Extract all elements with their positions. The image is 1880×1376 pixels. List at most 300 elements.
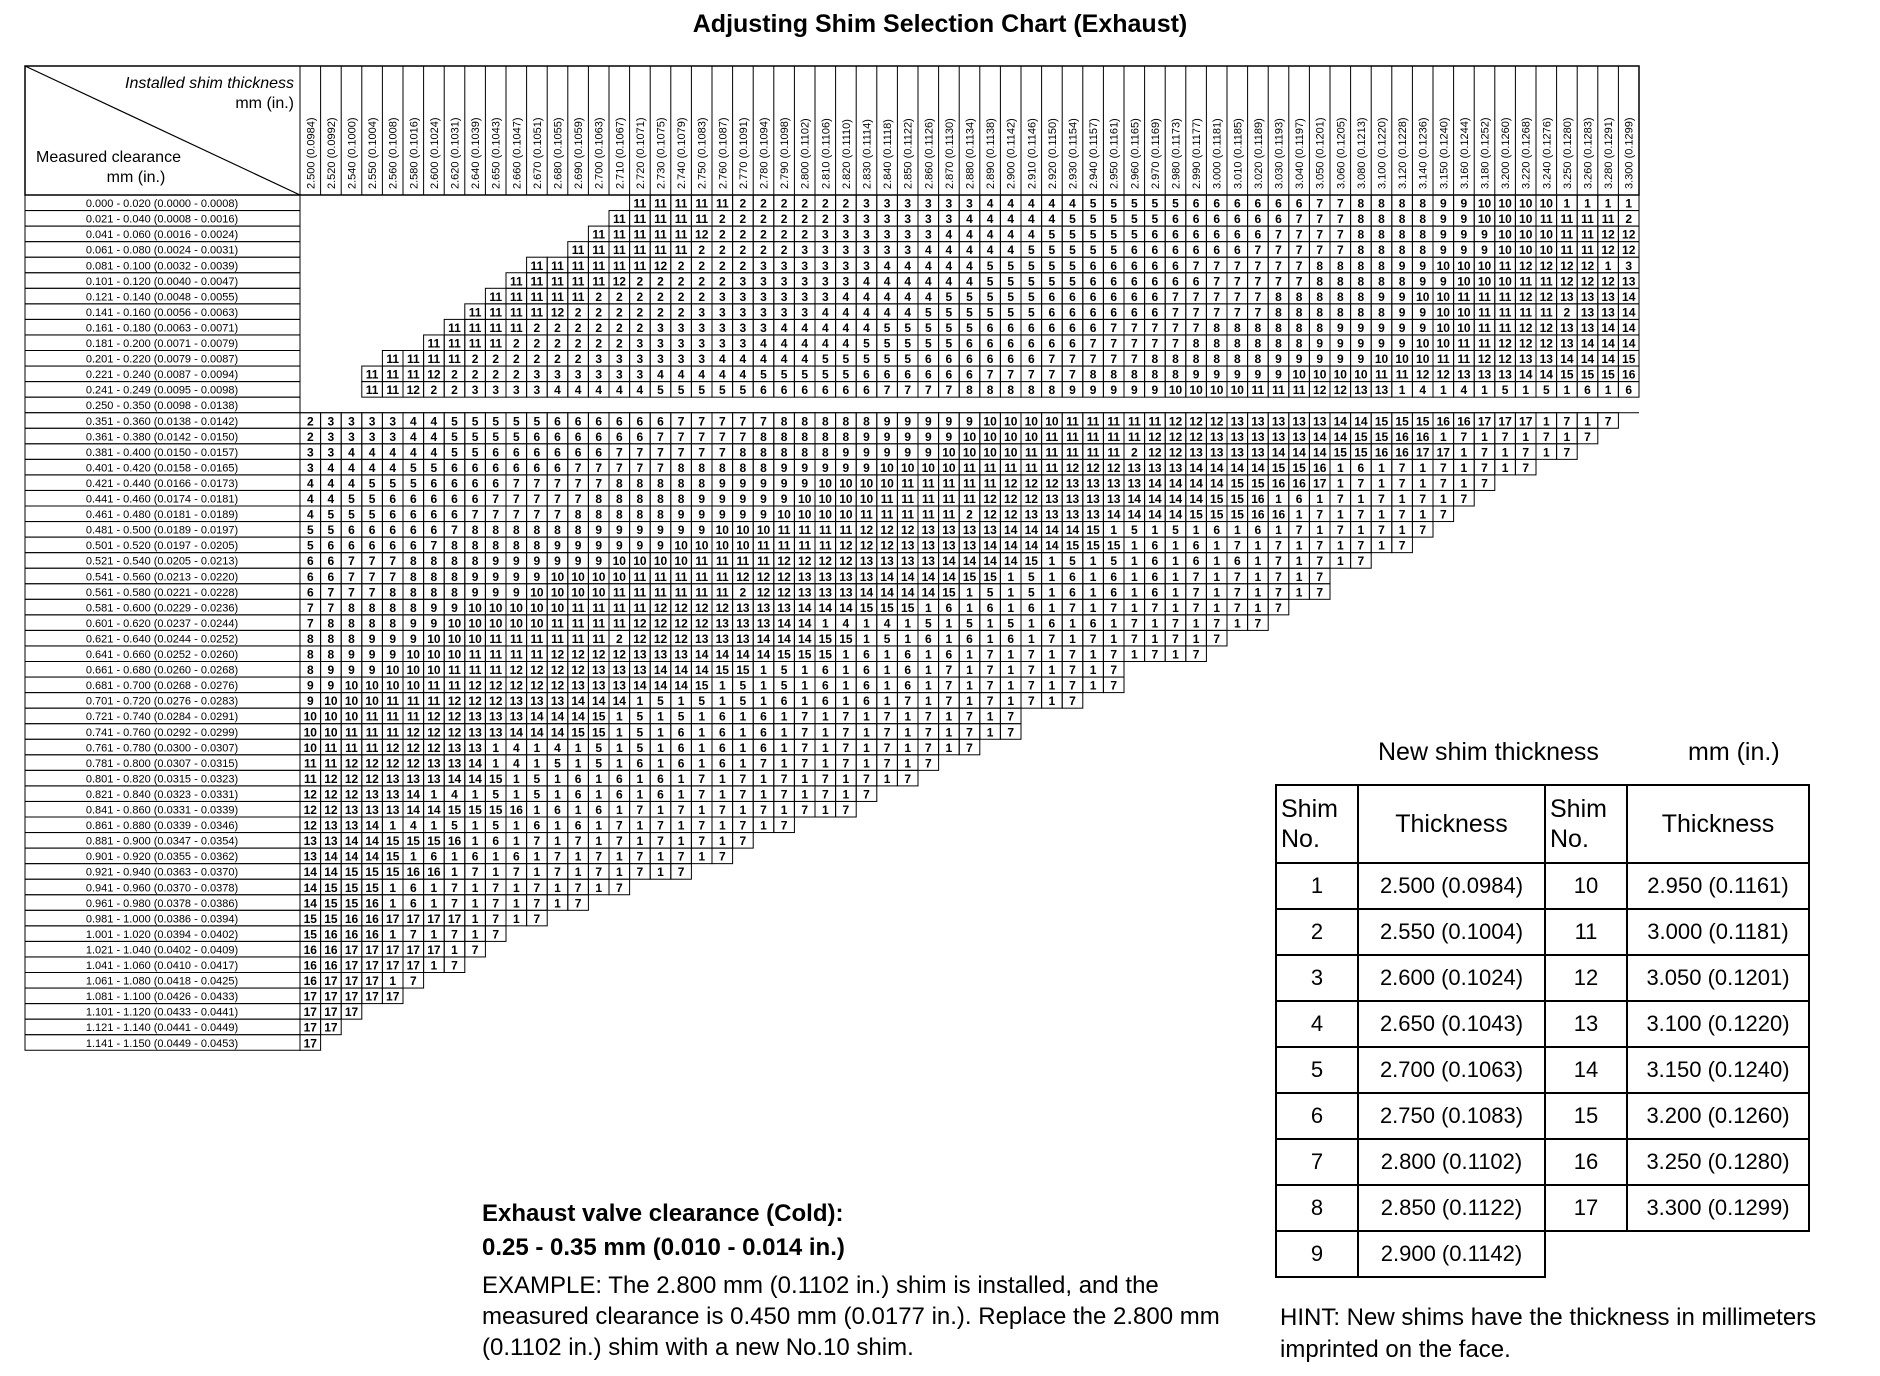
shim-number: 6: [1089, 616, 1097, 631]
shim-number: 7: [1398, 460, 1406, 475]
shim-number: 4: [389, 445, 397, 460]
shim-number: 3: [842, 258, 850, 273]
shim-number: 11: [592, 274, 606, 289]
shim-thickness-cell: 3.150 (0.1240): [1627, 1047, 1809, 1093]
shim-number: 6: [924, 352, 932, 367]
shim-number: 9: [1254, 367, 1262, 382]
shim-number: 8: [801, 445, 809, 460]
shim-number: 7: [1439, 476, 1447, 491]
shim-number: 6: [986, 336, 994, 351]
shim-number: 9: [760, 476, 767, 491]
shim-number: 8: [409, 554, 417, 569]
shim-number-cell: 6: [1276, 1093, 1358, 1139]
shim-number: 4: [409, 429, 417, 444]
shim-number: 4: [904, 289, 912, 304]
clearance-range-label: 0.021 - 0.040 (0.0008 - 0.0016): [85, 213, 239, 226]
shim-number: 8: [636, 476, 644, 491]
shim-number: 15: [839, 631, 853, 646]
shim-number: 11: [695, 212, 709, 227]
shim-number: 13: [592, 678, 606, 693]
shim-number: 1: [574, 756, 582, 771]
shim-number: 17: [303, 989, 317, 1004]
shim-number: 1: [1027, 631, 1035, 646]
shim-number: 4: [657, 367, 664, 382]
shim-number: 4: [1460, 383, 1468, 398]
shim-number: 5: [368, 476, 376, 491]
shim-number: 12: [344, 756, 359, 771]
shim-number: 5: [780, 663, 788, 678]
installed-thickness-label: 2.500 (0.0984): [305, 117, 318, 189]
shim-number: 8: [1378, 243, 1385, 258]
shim-number: 12: [1622, 243, 1636, 258]
clearance-range-label: 0.361 - 0.380 (0.0142 - 0.0150): [85, 431, 239, 444]
shim-number: 11: [448, 320, 461, 335]
shim-number: 5: [1130, 523, 1138, 538]
shim-number: 7: [657, 429, 664, 444]
shim-number: 15: [1354, 445, 1368, 460]
shim-number: 13: [859, 554, 874, 569]
shim-number: 10: [1498, 227, 1512, 242]
shim-number: 11: [592, 258, 606, 273]
shim-number: 6: [842, 383, 850, 398]
shim-thickness-cell: 2.500 (0.0984): [1358, 863, 1545, 909]
shim-number: 4: [904, 274, 912, 289]
shim-number: 6: [1089, 320, 1097, 335]
shim-number: 3: [739, 320, 747, 335]
shim-number: 6: [760, 740, 767, 755]
shim-number: 6: [1172, 243, 1179, 258]
shim-number: 1: [801, 694, 809, 709]
shim-number: 3: [780, 305, 788, 320]
shim-number: 8: [1419, 227, 1427, 242]
shim-number: 15: [489, 771, 503, 786]
shim-number: 10: [1457, 274, 1471, 289]
shim-number: 11: [1107, 414, 1121, 429]
shim-number: 11: [509, 274, 523, 289]
shim-number: 7: [1130, 352, 1138, 367]
shim-number: 1: [1213, 585, 1221, 600]
shim-number: 13: [550, 694, 565, 709]
shim-number: 4: [821, 320, 829, 335]
shim-number: 6: [904, 647, 912, 662]
shim-number: 12: [1601, 227, 1615, 242]
shim-number: 5: [821, 367, 829, 382]
shim-number: 7: [595, 865, 603, 880]
shim-number: 15: [344, 896, 359, 911]
shim-number: 14: [1622, 305, 1636, 320]
shim-number: 8: [1048, 383, 1056, 398]
shim-number: 6: [533, 445, 541, 460]
installed-thickness-label: 3.060 (0.1205): [1335, 117, 1348, 189]
shim-number: 8: [1254, 336, 1262, 351]
shim-number: 1: [615, 740, 623, 755]
shim-number: 6: [1172, 212, 1179, 227]
shim-number: 15: [324, 911, 338, 926]
shim-number: 7: [574, 896, 582, 911]
shim-number: 3: [718, 336, 726, 351]
shim-number: 13: [489, 709, 503, 724]
shim-number: 6: [1151, 289, 1159, 304]
shim-number: 1: [1172, 585, 1179, 600]
installed-thickness-label: 2.920 (0.1150): [1046, 118, 1059, 189]
shim-number: 11: [695, 554, 709, 569]
shim-number: 13: [756, 600, 771, 615]
shim-number: 7: [677, 849, 685, 864]
shim-number: 10: [653, 554, 668, 569]
shim-number: 7: [1172, 616, 1179, 631]
shim-number: 10: [818, 476, 832, 491]
shim-number: 13: [509, 709, 523, 724]
shim-number: 15: [489, 803, 503, 817]
shim-number: 12: [880, 538, 894, 553]
shim-number: 1: [760, 771, 767, 786]
shim-number: 7: [306, 616, 314, 631]
shim-number: 7: [760, 803, 767, 817]
shim-number: 13: [365, 803, 379, 817]
shim-number: 1: [1151, 616, 1159, 631]
shim-number: 2: [760, 212, 767, 227]
shim-number: 2: [554, 336, 561, 351]
installed-thickness-label: 2.600 (0.1024): [428, 117, 441, 189]
shim-number: 1: [1419, 507, 1427, 522]
shim-number: 6: [574, 787, 582, 802]
shim-number: 13: [1251, 429, 1265, 444]
shim-number: 4: [451, 787, 458, 802]
shim-table-row: [1276, 1139, 1809, 1185]
shim-number: 7: [409, 927, 417, 942]
shim-number: 2: [739, 196, 747, 211]
shim-number: 11: [489, 647, 503, 662]
shim-number: 9: [1336, 352, 1344, 367]
shim-number: 5: [657, 694, 664, 709]
shim-number: 14: [1127, 492, 1141, 506]
shim-number: 14: [550, 725, 565, 740]
shim-number: 16: [1313, 460, 1327, 475]
shim-number: 4: [966, 258, 973, 273]
clearance-range-label: 1.021 - 1.040 (0.0402 - 0.0409): [85, 944, 239, 957]
shim-number: 3: [348, 429, 355, 444]
shim-number: 12: [1519, 336, 1533, 351]
shim-number: 12: [406, 725, 420, 740]
shim-number: 8: [1172, 367, 1179, 382]
shim-number-cell: 13: [1545, 1001, 1627, 1047]
shim-number: 10: [962, 429, 977, 444]
shim-number: 1: [554, 834, 561, 849]
shim-number: 1: [1254, 600, 1262, 615]
shim-number: 12: [427, 725, 441, 740]
shim-number: 6: [1089, 289, 1097, 304]
shim-number: 8: [409, 569, 417, 584]
shim-number: 12: [1539, 289, 1553, 304]
shim-number: 9: [945, 414, 953, 429]
shim-number: 7: [1336, 196, 1344, 211]
shim-number: 2: [718, 258, 726, 273]
shim-number: 6: [595, 803, 603, 817]
shim-number: 3: [945, 212, 953, 227]
shim-number: 10: [736, 523, 750, 538]
shim-number: 9: [1439, 212, 1447, 227]
shim-number: 1: [512, 771, 520, 786]
shim-number: 5: [842, 352, 850, 367]
shim-number: 6: [1007, 631, 1015, 646]
shim-number: 10: [303, 709, 317, 724]
shim-number: 10: [530, 600, 544, 615]
shim-thickness-cell: 2.800 (0.1102): [1358, 1139, 1545, 1185]
shim-number-cell: 17: [1545, 1185, 1627, 1231]
shim-number: 10: [447, 647, 462, 662]
shim-thickness-cell: 2.550 (0.1004): [1358, 909, 1545, 955]
shim-number: 10: [344, 694, 359, 709]
shim-number: 3: [863, 196, 870, 211]
shim-number: 9: [883, 445, 891, 460]
shim-number: 14: [1601, 352, 1615, 367]
shim-number: 11: [715, 569, 729, 584]
shim-number: 1: [1254, 585, 1262, 600]
installed-thickness-label: 3.250 (0.1280): [1561, 117, 1574, 189]
shim-number: 10: [386, 663, 400, 678]
shim-number: 4: [1048, 196, 1056, 211]
shim-number: 16: [365, 896, 379, 911]
shim-number: 12: [983, 492, 997, 506]
shim-number: 10: [1004, 445, 1018, 460]
shim-number: 8: [636, 507, 644, 522]
shim-number: 13: [1127, 476, 1141, 491]
shim-number: 10: [1416, 336, 1430, 351]
shim-number: 10: [798, 507, 812, 522]
shim-number: 9: [1439, 274, 1447, 289]
shim-number: 1: [1563, 429, 1571, 444]
shim-number: 14: [1168, 476, 1183, 491]
shim-number: 6: [430, 523, 438, 538]
shim-number: 5: [924, 336, 932, 351]
shim-number: 2: [739, 212, 747, 227]
shim-number: 14: [303, 880, 317, 895]
shim-number: 10: [1477, 258, 1492, 273]
shim-number: 11: [509, 289, 523, 304]
shim-number: 6: [327, 538, 335, 553]
shim-number: 1: [1419, 476, 1427, 491]
thickness-header: Thickness: [1627, 785, 1809, 863]
shim-number: 9: [1481, 243, 1488, 258]
shim-number: 12: [509, 678, 523, 693]
shim-number: 8: [1233, 336, 1241, 351]
shim-number: 5: [883, 320, 891, 335]
shim-number: 14: [303, 865, 317, 880]
shim-number: 1: [883, 678, 891, 693]
shim-number: 6: [1192, 274, 1200, 289]
shim-number: 8: [739, 445, 747, 460]
shim-number: 2: [698, 274, 706, 289]
shim-number: 1: [595, 880, 603, 895]
shim-number: 2: [966, 507, 973, 522]
shim-number: 8: [636, 492, 644, 506]
shim-number: 10: [1436, 289, 1450, 304]
shim-number: 12: [592, 647, 606, 662]
shim-number: 16: [1436, 414, 1450, 429]
shim-number: 3: [760, 320, 767, 335]
chart-title: Adjusting Shim Selection Chart (Exhaust): [692, 10, 1188, 38]
shim-number: 15: [1580, 367, 1595, 382]
shim-number: 16: [1271, 476, 1286, 491]
shim-number: 4: [512, 740, 520, 755]
shim-number: 7: [533, 911, 541, 926]
shim-number: 12: [1065, 460, 1080, 475]
shim-number: 14: [468, 756, 482, 771]
shim-number: 6: [1130, 258, 1138, 273]
shim-number: 1: [1192, 616, 1200, 631]
shim-number: 5: [1089, 196, 1097, 211]
shim-number: 4: [945, 227, 953, 242]
shim-number: 1: [1110, 523, 1118, 538]
clearance-range-label: 0.921 - 0.940 (0.0363 - 0.0370): [85, 866, 239, 879]
shim-number: 11: [777, 538, 791, 553]
shim-number: 2: [574, 336, 582, 351]
shim-number: 11: [365, 383, 379, 398]
shim-number: 7: [780, 787, 788, 802]
shim-number: 10: [1210, 383, 1224, 398]
shim-number: 1: [1254, 538, 1262, 553]
shim-number: 8: [1378, 258, 1385, 273]
shim-number: 11: [1457, 336, 1471, 351]
shim-number: 6: [574, 771, 582, 786]
installed-thickness-label: 2.720 (0.1071): [634, 117, 647, 189]
shim-number: 6: [657, 414, 664, 429]
shim-number: 13: [633, 663, 647, 678]
shim-number: 8: [1295, 336, 1303, 351]
shim-number: 1: [760, 818, 767, 833]
shim-number: 7: [1069, 367, 1076, 382]
shim-number: 9: [512, 585, 520, 600]
shim-thickness-cell: 3.050 (0.1201): [1627, 955, 1809, 1001]
shim-number: 7: [1151, 320, 1159, 335]
shim-number: 8: [842, 429, 850, 444]
shim-number: 8: [1357, 243, 1365, 258]
shim-number: 6: [863, 663, 870, 678]
shim-number: 4: [863, 320, 870, 335]
shim-number: 1: [1542, 414, 1550, 429]
shim-number: 1: [1048, 554, 1056, 569]
shim-number: 7: [574, 460, 582, 475]
shim-number: 1: [636, 771, 644, 786]
shim-number: 7: [1604, 414, 1612, 429]
shim-number: 16: [365, 927, 379, 942]
shim-number: 4: [945, 274, 953, 289]
shim-number: 5: [1110, 227, 1118, 242]
shim-number: 7: [821, 771, 829, 786]
shim-number: 7: [1254, 258, 1262, 273]
shim-number: 17: [344, 974, 359, 989]
shim-number: 13: [303, 834, 317, 849]
shim-number: 4: [780, 320, 788, 335]
shim-number: 5: [760, 367, 767, 382]
shim-number: 10: [324, 694, 338, 709]
shim-number: 1: [595, 787, 603, 802]
shim-number: 5: [636, 740, 644, 755]
shim-number: 12: [1189, 414, 1203, 429]
shim-number: 9: [1069, 383, 1076, 398]
shim-number: 13: [983, 523, 997, 538]
shim-number: 7: [883, 756, 891, 771]
shim-number: 16: [303, 958, 317, 973]
shim-number: 8: [1316, 305, 1324, 320]
shim-number: 7: [863, 771, 870, 786]
shim-number: 7: [1275, 554, 1282, 569]
shim-number: 8: [327, 631, 335, 646]
shim-number: 8: [801, 414, 809, 429]
shim-number: 5: [471, 445, 479, 460]
shim-number: 13: [344, 803, 359, 817]
shim-number: 5: [1151, 196, 1159, 211]
shim-number: 1: [883, 647, 891, 662]
shim-number: 3: [657, 352, 664, 367]
clearance-range-label: 0.941 - 0.960 (0.0370 - 0.0378): [85, 882, 239, 895]
shim-number: 1: [924, 694, 932, 709]
shim-number: 13: [798, 569, 812, 584]
shim-number: 3: [842, 212, 850, 227]
shim-number: 6: [924, 367, 932, 382]
installed-thickness-label: 3.050 (0.1201): [1314, 117, 1327, 189]
shim-number: 11: [654, 196, 667, 211]
shim-number: 8: [677, 492, 685, 506]
shim-number: 10: [550, 600, 565, 615]
shim-number: 3: [327, 414, 335, 429]
shim-number: 3: [636, 367, 644, 382]
shim-number: 11: [654, 585, 667, 600]
shim-number: 6: [430, 507, 438, 522]
clearance-range-label: 0.901 - 0.920 (0.0355 - 0.0362): [85, 851, 239, 864]
shim-number: 11: [324, 740, 338, 755]
shim-number: 5: [1007, 289, 1015, 304]
shim-number: 7: [492, 507, 500, 522]
shim-number-cell: 10: [1545, 863, 1627, 909]
shim-number: 12: [1045, 476, 1059, 491]
shim-number: 1: [842, 663, 850, 678]
shim-number: 10: [303, 725, 317, 740]
installed-thickness-label: 2.990 (0.1177): [1191, 118, 1204, 189]
shim-number: 1: [1254, 569, 1262, 584]
shim-number: 1: [657, 740, 664, 755]
shim-number: 1: [554, 771, 561, 786]
shim-number: 12: [1004, 507, 1018, 522]
shim-number: 9: [1316, 336, 1324, 351]
shim-number: 7: [1089, 336, 1097, 351]
shim-number: 10: [1519, 212, 1533, 227]
shim-number: 1: [1275, 523, 1282, 538]
shim-number: 8: [615, 476, 623, 491]
shim-number: 14: [1148, 507, 1162, 522]
shim-number: 11: [612, 600, 626, 615]
shim-number: 7: [1378, 492, 1385, 506]
shim-number: 13: [756, 616, 771, 631]
shim-number: 12: [1560, 274, 1574, 289]
shim-number: 17: [344, 1005, 359, 1020]
installed-thickness-label: 3.200 (0.1260): [1500, 117, 1513, 189]
shim-number-cell: 7: [1276, 1139, 1358, 1185]
shim-number: 11: [1066, 429, 1079, 444]
shim-number: 9: [739, 492, 747, 506]
shim-number: 9: [1151, 383, 1159, 398]
shim-number: 1: [945, 709, 953, 724]
shim-number: 7: [1192, 258, 1200, 273]
shim-number: 15: [1395, 414, 1409, 429]
shim-number: 10: [1477, 274, 1492, 289]
shim-number: 7: [739, 787, 747, 802]
shim-number: 6: [1192, 212, 1200, 227]
shim-number: 16: [509, 803, 523, 817]
shim-number: 7: [1336, 212, 1344, 227]
shim-number: 1: [512, 834, 520, 849]
example-text: EXAMPLE: The 2.800 mm (0.1102 in.) shim is installed, and the measured clearance is 0.450 mm (0.0177 in.). Replace the 2.800 mm (0.1102 in.) shim with a new No.10 shim.: [482, 1272, 1220, 1361]
